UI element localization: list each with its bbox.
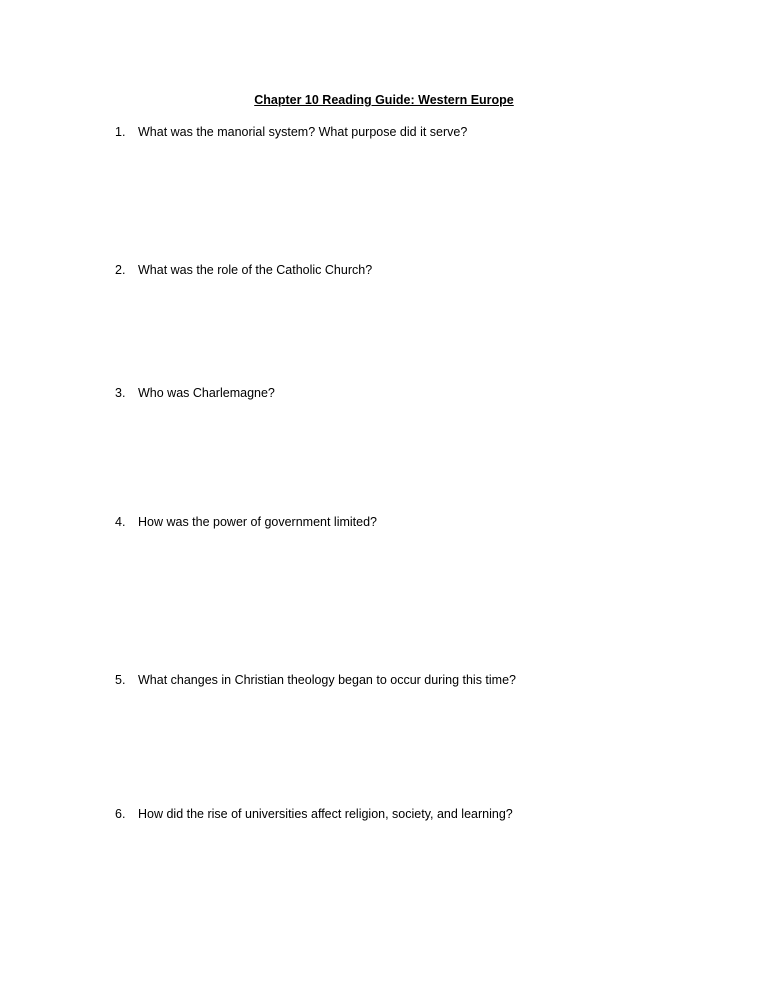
question-6 xyxy=(115,806,513,822)
question-1 xyxy=(115,124,467,140)
question-text: How did the rise of universities affect religion, society, and learning? xyxy=(138,807,513,821)
question-text: How was the power of government limited? xyxy=(138,515,378,529)
question-number: 4. xyxy=(115,515,126,529)
question-2 xyxy=(115,262,372,278)
question-5 xyxy=(115,672,516,688)
question-number: 5. xyxy=(115,673,126,687)
question-number: 1. xyxy=(115,125,126,139)
question-text: What was the manorial system? What purpose did it serve? xyxy=(138,125,468,139)
question-3 xyxy=(115,385,275,401)
question-4 xyxy=(115,514,377,530)
question-text: What was the role of the Catholic Church? xyxy=(138,263,373,277)
question-number: 6. xyxy=(115,807,126,821)
question-number: 2. xyxy=(115,263,126,277)
question-text: Who was Charlemagne? xyxy=(138,386,275,400)
question-text: What changes in Christian theology began to occur during this time? xyxy=(138,673,516,687)
document-title: Chapter 10 Reading Guide: Western Europe xyxy=(254,93,514,107)
question-number: 3. xyxy=(115,386,126,400)
